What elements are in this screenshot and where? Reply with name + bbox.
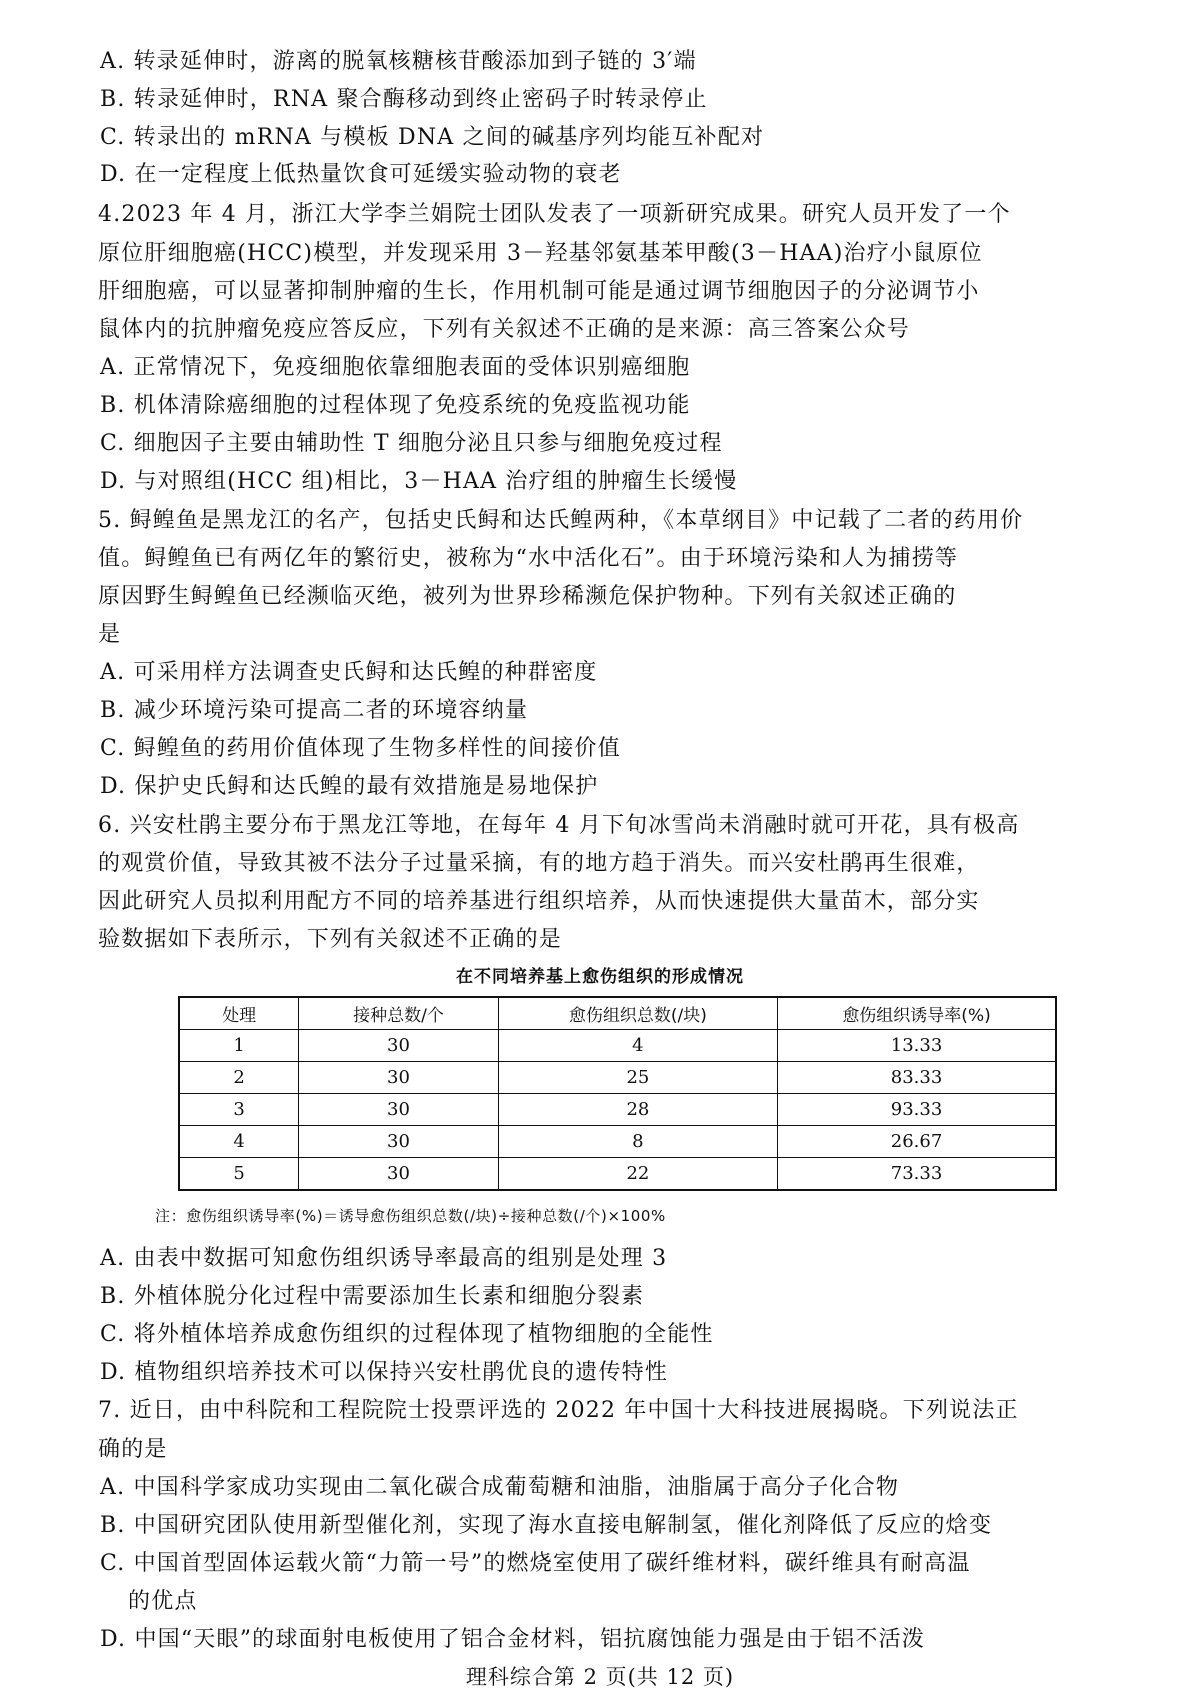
q3-option-d: D. 在一定程度上低热量饮食可延缓实验动物的衰老 xyxy=(100,162,622,187)
table-cell: 3 xyxy=(179,1094,299,1126)
table-cell: 30 xyxy=(299,1158,499,1191)
q4-stem-line-1: 4.2023 年 4 月，浙江大学李兰娟院士团队发表了一项新研究成果。研究人员开发了一个 xyxy=(98,202,1011,227)
q6-stem-line-3: 因此研究人员拟利用配方不同的培养基进行组织培养，从而快速提供大量苗木，部分实 xyxy=(98,889,980,914)
q6-option-d: D. 植物组织培养技术可以保持兴安杜鹃优良的遗传特性 xyxy=(100,1360,669,1385)
q3-option-a: A. 转录延伸时，游离的脱氧核糖核苷酸添加到子链的 3′端 xyxy=(100,49,697,74)
table-cell: 28 xyxy=(498,1094,777,1126)
table-note: 注：愈伤组织诱导率(%)＝诱导愈伤组织总数(/块)÷接种总数(/个)×100% xyxy=(155,1207,666,1225)
q5-stem-line-2: 值。鲟鳇鱼已有两亿年的繁衍史，被称为“水中活化石”。由于环境污染和人为捕捞等 xyxy=(98,546,959,571)
q6-stem-line-4: 验数据如下表所示，下列有关叙述不正确的是 xyxy=(98,927,563,952)
q7-option-b: B. 中国研究团队使用新型催化剂，实现了海水直接电解制氢，催化剂降低了反应的焓变 xyxy=(100,1513,993,1538)
table-header-cell: 接种总数/个 xyxy=(299,997,499,1030)
table-cell: 8 xyxy=(498,1126,777,1158)
table-cell: 22 xyxy=(498,1158,777,1191)
table-cell: 83.33 xyxy=(778,1062,1056,1094)
table-header-cell: 处理 xyxy=(179,997,299,1030)
table-title: 在不同培养基上愈伤组织的形成情况 xyxy=(456,967,744,987)
q7-stem-line-1: 7. 近日，由中科院和工程院院士投票评选的 2022 年中国十大科技进展揭晓。下列说法正 xyxy=(98,1398,1019,1423)
table-header-row xyxy=(179,997,1056,1030)
q6-stem-line-2: 的观赏价值，导致其被不法分子过量采摘，有的地方趋于消失。而兴安杜鹃再生很难， xyxy=(98,851,980,876)
table-header-cell: 愈伤组织诱导率(%) xyxy=(778,997,1056,1030)
callus-data-table xyxy=(178,996,1057,1191)
q5-stem-line-3: 原因野生鲟鳇鱼已经濒临灭绝，被列为世界珍稀濒危保护物种。下列有关叙述正确的 xyxy=(98,584,957,609)
q7-option-d: D. 中国“天眼”的球面射电板使用了铝合金材料，铝抗腐蚀能力强是由于铝不活泼 xyxy=(100,1627,925,1652)
table-row xyxy=(179,1094,1056,1126)
q7-stem-line-2: 确的是 xyxy=(98,1437,168,1462)
q5-option-c: C. 鲟鳇鱼的药用价值体现了生物多样性的间接价值 xyxy=(100,736,621,761)
table-cell: 13.33 xyxy=(778,1030,1056,1062)
q4-option-b: B. 机体清除癌细胞的过程体现了免疫系统的免疫监视功能 xyxy=(100,393,691,418)
table-cell: 1 xyxy=(179,1030,299,1062)
q6-option-b: B. 外植体脱分化过程中需要添加生长素和细胞分裂素 xyxy=(100,1284,645,1309)
table-cell: 93.33 xyxy=(778,1094,1056,1126)
q4-stem-line-4: 鼠体内的抗肿瘤免疫应答反应，下列有关叙述不正确的是来源：高三答案公众号 xyxy=(98,317,911,342)
table-cell: 4 xyxy=(179,1126,299,1158)
table-cell: 30 xyxy=(299,1126,499,1158)
q6-option-c: C. 将外植体培养成愈伤组织的过程体现了植物细胞的全能性 xyxy=(100,1322,714,1347)
q3-option-b: B. 转录延伸时，RNA 聚合酶移动到终止密码子时转录停止 xyxy=(100,87,708,112)
page-footer: 理科综合第 2 页(共 12 页) xyxy=(465,1665,735,1689)
table-row xyxy=(179,1158,1056,1191)
table-cell: 30 xyxy=(299,1030,499,1062)
table-cell: 26.67 xyxy=(778,1126,1056,1158)
table-cell: 2 xyxy=(179,1062,299,1094)
table-cell: 5 xyxy=(179,1158,299,1191)
q5-option-d: D. 保护史氏鲟和达氏鳇的最有效措施是易地保护 xyxy=(100,774,599,799)
table-row xyxy=(179,1126,1056,1158)
table-cell: 30 xyxy=(299,1062,499,1094)
table-row xyxy=(179,1030,1056,1062)
q5-option-a: A. 可采用样方法调查史氏鲟和达氏鳇的种群密度 xyxy=(100,660,598,685)
q5-stem-line-1: 5. 鲟鳇鱼是黑龙江的名产，包括史氏鲟和达氏鳇两种，《本草纲目》中记载了二者的药用价 xyxy=(98,508,1024,533)
q4-stem-line-2: 原位肝细胞癌(HCC)模型，并发现采用 3－羟基邻氨基苯甲酸(3－HAA)治疗小鼠原位 xyxy=(98,241,983,266)
table-cell: 25 xyxy=(498,1062,777,1094)
table-cell: 73.33 xyxy=(778,1158,1056,1191)
table-cell: 4 xyxy=(498,1030,777,1062)
q4-stem-line-3: 肝细胞癌，可以显著抑制肿瘤的生长，作用机制可能是通过调节细胞因子的分泌调节小 xyxy=(98,279,980,304)
q6-option-a: A. 由表中数据可知愈伤组织诱导率最高的组别是处理 3 xyxy=(100,1246,668,1271)
q6-stem-line-1: 6. 兴安杜鹃主要分布于黑龙江等地，在每年 4 月下旬冰雪尚未消融时就可开花，具有极高 xyxy=(98,813,1020,838)
q4-option-c: C. 细胞因子主要由辅助性 T 细胞分泌且只参与细胞免疫过程 xyxy=(100,431,723,456)
q5-stem-line-4: 是 xyxy=(98,622,122,647)
q4-option-a: A. 正常情况下，免疫细胞依靠细胞表面的受体识别癌细胞 xyxy=(100,355,691,380)
table-cell: 30 xyxy=(299,1094,499,1126)
q7-option-c-continued: 的优点 xyxy=(128,1589,198,1614)
q5-option-b: B. 减少环境污染可提高二者的环境容纳量 xyxy=(100,698,529,723)
q3-option-c: C. 转录出的 mRNA 与模板 DNA 之间的碱基序列均能互补配对 xyxy=(100,125,765,150)
table-row xyxy=(179,1062,1056,1094)
q7-option-c: C. 中国首型固体运载火箭“力箭一号”的燃烧室使用了碳纤维材料，碳纤维具有耐高温 xyxy=(100,1551,971,1576)
q4-option-d: D. 与对照组(HCC 组)相比，3－HAA 治疗组的肿瘤生长缓慢 xyxy=(100,469,738,494)
q7-option-a: A. 中国科学家成功实现由二氧化碳合成葡萄糖和油脂，油脂属于高分子化合物 xyxy=(100,1475,900,1500)
table-header-cell: 愈伤组织总数(/块) xyxy=(498,997,777,1030)
